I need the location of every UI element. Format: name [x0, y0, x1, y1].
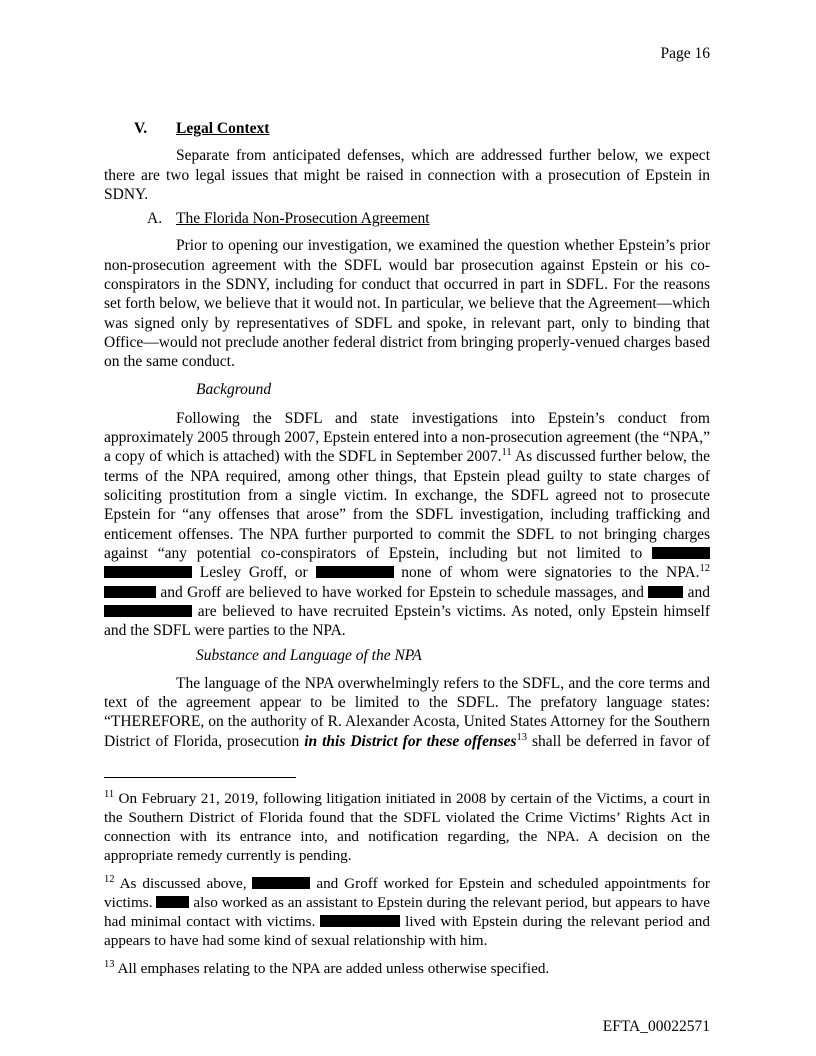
- footnote-reference: 13: [516, 731, 528, 743]
- redaction-box: [104, 586, 156, 598]
- emphasized-text: in this District for these offenses: [304, 732, 517, 750]
- paragraph-npa-background: Following the SDFL and state investigations into Epstein’s conduct from approximately 2005 through 2007, Epstein entered into a non-prosecution agreement (the “NPA,” a copy of which is attached) with the SDFL in September 2007.11 As discussed further below, the terms of the NPA required, among other things, that Epstein plead guilty to state charges of soliciting prostitution from a single victim. In exchange, the SDFL agreed not to prosecute Epstein for “any offenses that arose” from the SDFL investigation, including trafficking and enticement offenses. The NPA further purported to commit the SDFL to not bringing charges against “any potential co-conspirators of Epstein, including but not limited to Lesley Groff, or none of whom were signatories to the NPA.$^{12}$ and Groff are believed to have worked for Epstein to schedule massages, and and are believed to have recruited Epstein’s victims. As noted, only Epstein himself and the SDFL were parties to the NPA.: [104, 409, 711, 640]
- redaction-box: [104, 566, 192, 578]
- footnote-reference: 11: [104, 788, 115, 800]
- section-a-number: A.: [147, 210, 163, 228]
- redaction-box: [648, 586, 683, 598]
- footnote-reference: 12: [699, 563, 710, 575]
- paragraph-prior-agreement: Prior to opening our investigation, we examined the question whether Epstein’s prior non-prosecution agreement with the SDFL would bar prosecution against Epstein or his co-conspirators in the SDNY, including for conduct that occurred in part in SDFL. For the reasons set forth below, we believe that it would not. In particular, we believe that the Agreement—which was signed only by representatives of SDFL and spoke, in relevant part, only to binding that Office—would not preclude another federal district from bringing properly-venued charges based on the same conduct.: [104, 237, 710, 371]
- substance-heading: Substance and Language of the NPA: [196, 647, 422, 665]
- bates-number: EFTA_00022571: [602, 1018, 710, 1035]
- footnote-13: $^{13}$ All emphases relating to the NPA are added unless otherwise specified.: [104, 958, 550, 977]
- redaction-box: [320, 915, 400, 927]
- paragraph-intro: Separate from anticipated defenses, which are addressed further below, we expect there are two legal issues that might be raised in connection with a prosecution of Epstein in SDNY.: [104, 147, 710, 203]
- section-a-title: The Florida Non-Prosecution Agreement: [176, 210, 430, 228]
- footnote-separator-rule: [104, 777, 296, 778]
- redaction-box: [252, 877, 310, 889]
- redaction-box: [156, 896, 189, 908]
- footnote-reference: 11: [501, 447, 512, 459]
- redaction-box: [652, 547, 710, 559]
- section-v-number: V.: [134, 120, 148, 137]
- redaction-box: [104, 605, 192, 617]
- background-heading: Background: [196, 380, 272, 398]
- section-v-heading: [104, 119, 710, 138]
- footnote-reference: 13: [104, 958, 115, 970]
- footnote-reference: 12: [104, 873, 115, 885]
- paragraph-substance: The language of the NPA overwhelmingly refers to the SDFL, and the core terms and text of the agreement appear to be limited to the SDFL. The prefatory language states: “THEREFORE, on the authority of R. Alexander Acosta, United States Attorney for the Southern District of Florida, prosecution in this District for these offenses$^{13}$ shall be deferred in favor of: [104, 674, 711, 750]
- section-v-title: Legal Context: [176, 120, 270, 137]
- footnote-12: $^{12}$ As discussed above, and Groff worked for Epstein and scheduled appointments for victims. also worked as an assistant to Epstein during the relevant period, but appears to have had minimal contact with victims. lived with Epstein during the relevant period and appears to have had some kind of sexual relationship with him.: [104, 873, 711, 949]
- redaction-box: [316, 566, 394, 578]
- page-number: Page 16: [660, 45, 710, 62]
- section-a-heading: [104, 209, 710, 228]
- footnote-11: $^{11}$ On February 21, 2019, following litigation initiated in 2008 by certain of the Victims, a court in the Southern District of Florida found that the SDFL violated the Crime Victims’ Rights Act in connection with its entrance into, and notification regarding, the NPA. A decision on the appropriate remedy currently is pending.: [104, 788, 710, 864]
